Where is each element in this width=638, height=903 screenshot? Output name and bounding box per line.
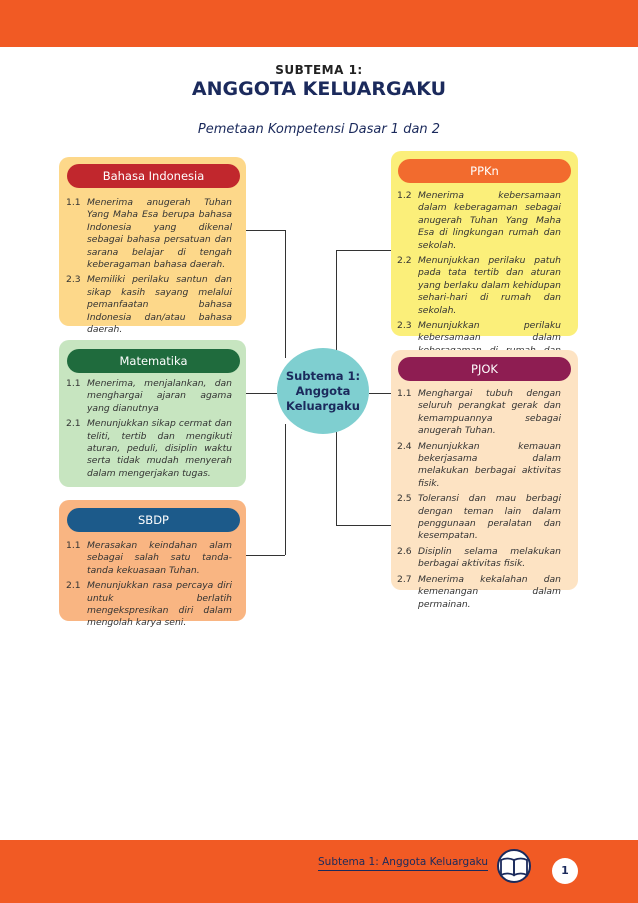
item-number: 2.6 [397, 545, 412, 557]
item-number: 1.1 [66, 197, 81, 208]
sbdp-items [66, 540, 232, 633]
item-text: Menerima kebersamaan dalam keberagaman sebagai anugerah Tuhan Yang Maha Esa di lingkungan rumah dan sekolah. [418, 190, 561, 251]
item-text: Menunjukkan perilaku kebersamaan dalam [418, 320, 561, 344]
item-number: 2.5 [397, 493, 412, 505]
connector-line [245, 393, 277, 394]
item-number: 2.3 [66, 274, 81, 286]
item-text: Menunjukkan rasa percaya diri untuk berlatih mengekspresikan diri dalam mengolah karya seni. [87, 580, 232, 629]
pill-sbdp: SBDP [67, 508, 240, 532]
list-item [397, 388, 561, 438]
matematika-items [66, 378, 232, 483]
list-item [397, 493, 561, 543]
item-number: 2.2 [397, 255, 412, 267]
page-title: ANGGOTA KELUARGAKU [191, 78, 447, 100]
item-number: 1.1 [66, 378, 81, 389]
connector-line [336, 430, 337, 526]
item-number: 2.1 [66, 580, 81, 592]
list-item [66, 540, 232, 577]
list-item [66, 197, 232, 271]
list-item [397, 574, 561, 611]
pjok-items [397, 388, 561, 614]
item-text: Disiplin selama melakukan berbagai aktivitas fisik. [418, 545, 561, 570]
item-text: Menerima kekalahan dan kemenangan dalam permainan. [418, 573, 561, 610]
item-text: Menghargai tubuh dengan seluruh perangkat gerak dan kemampuannya sebagai anugerah Tuhan. [418, 388, 561, 437]
item-text: Toleransi dan mau berbagi dengan teman lain dalam penggunaan peralatan dan kesempatan. [418, 493, 561, 542]
item-text: Menunjukkan perilaku patuh pada tata tertib dan aturan yang berlaku dalam kehidupan sehari-hari di rumah dan sekolah. [418, 255, 561, 316]
center-line-3: Keluargaku [286, 398, 360, 413]
item-number: 1.1 [397, 388, 412, 399]
pill-pjok: PJOK [398, 357, 571, 381]
item-number: 1.2 [397, 190, 412, 201]
center-line-1: Subtema 1: [285, 368, 361, 383]
item-number: 2.7 [397, 573, 412, 585]
item-text: Merasakan keindahan alam sebagai salah satu tanda-tanda kekuasaan Tuhan. [87, 540, 232, 576]
pill-matematika: Matematika [67, 349, 240, 373]
list-item [66, 274, 232, 336]
item-number: 2.3 [397, 320, 412, 332]
item-text: Menerima, menjalankan, dan menghargai ajaran agama yang dianutnya [87, 378, 232, 414]
footer-underline [318, 870, 488, 871]
item-number: 1.1 [66, 540, 81, 551]
ppkn-items [397, 190, 561, 373]
pill-ppkn: PPKn [398, 159, 571, 183]
page-number: 1 [552, 858, 578, 884]
section-heading: Pemetaan Kompetensi Dasar 1 dan 2 [197, 122, 441, 137]
connector-line [245, 555, 285, 556]
item-text: Memiliki perilaku santun dan sikap kasih sayang melalui pemanfaatan bahasa Indonesia dan/atau bahasa daerah. [87, 274, 232, 336]
connector-line [285, 230, 286, 358]
connector-line [336, 525, 391, 526]
bottom-banner [0, 840, 638, 903]
list-item [397, 255, 561, 317]
list-item [397, 190, 561, 252]
list-item [397, 546, 561, 571]
list-item [66, 580, 232, 630]
list-item [397, 441, 561, 491]
connector-line [285, 424, 286, 555]
list-item [66, 378, 232, 415]
pill-bahasa-indonesia: Bahasa Indonesia [67, 164, 240, 188]
footer-text: Subtema 1: Anggota Keluargaku [318, 856, 489, 868]
connector-line [336, 250, 391, 251]
item-number: 2.1 [66, 418, 81, 430]
connector-line [245, 230, 285, 231]
connector-line [369, 393, 391, 394]
item-text: Menunjukkan kemauan bekerjasama dalam melakukan berbagai aktivitas fisik. [418, 440, 561, 489]
bahasa-items [66, 197, 232, 339]
center-line-2: Anggota [295, 383, 351, 398]
subtema-label: SUBTEMA 1: [275, 63, 363, 77]
item-number: 2.4 [397, 440, 412, 452]
item-text: Menerima anugerah Tuhan Yang Maha Esa berupa bahasa Indonesia yang dikenal sebagai bahasa persatuan dan sarana belajar di tengah keberagaman bahasa daerah. [87, 197, 232, 271]
connector-line [336, 250, 337, 352]
top-banner [0, 0, 638, 47]
book-icon [493, 848, 535, 884]
list-item [66, 418, 232, 480]
item-text: Menunjukkan sikap cermat dan teliti, tertib dan mengikuti aturan, peduli, disiplin waktu serta tidak mudah menyerah dalam mengerjakan tugas. [87, 418, 232, 479]
center-node [277, 348, 369, 434]
